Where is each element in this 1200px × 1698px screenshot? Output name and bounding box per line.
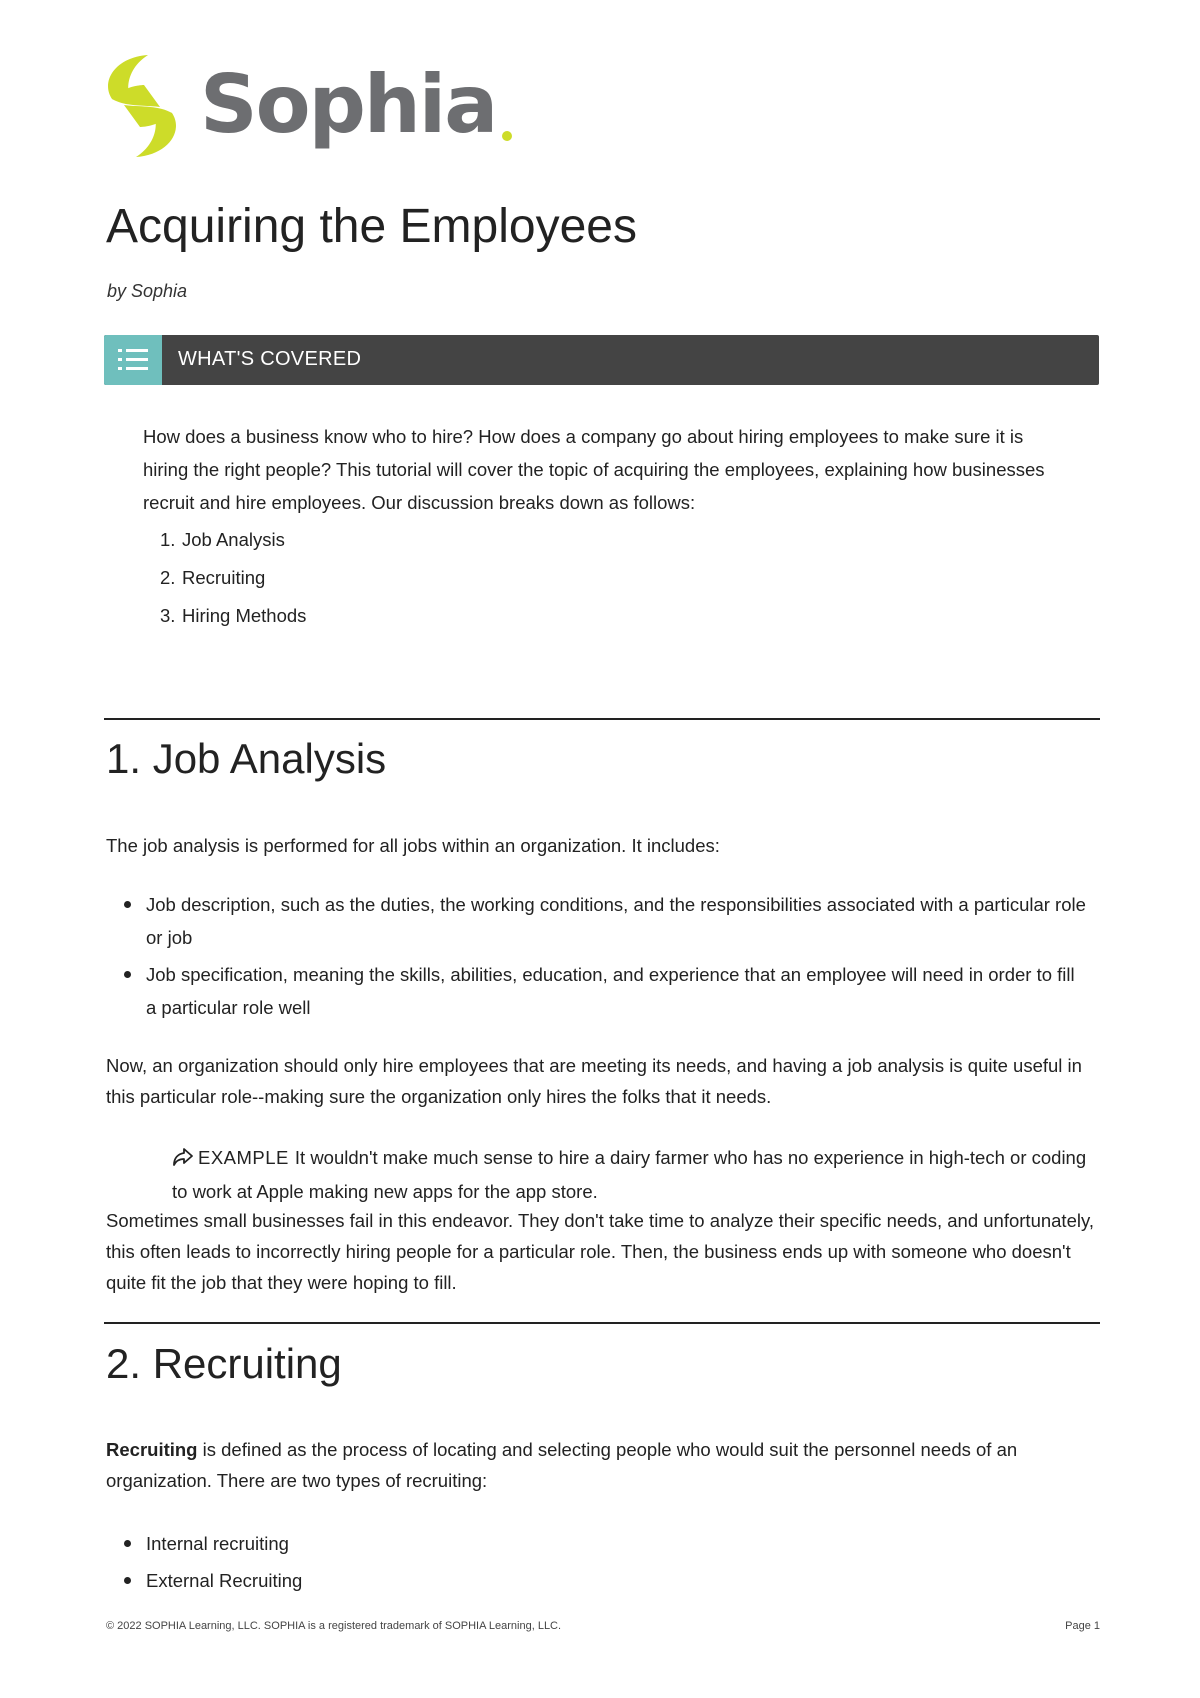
whats-covered-title: WHAT'S COVERED <box>178 348 362 370</box>
bullet-text: External Recruiting <box>146 1570 303 1591</box>
bullet-text: Job description, such as the duties, the working conditions, and the responsibilities associated with a particular role or job <box>146 894 1086 948</box>
bullet-dot <box>124 971 131 978</box>
bullet-text: Internal recruiting <box>146 1533 289 1554</box>
bullet-dot <box>124 1577 131 1584</box>
bullet-text: Job specification, meaning the skills, abilities, education, and experience that an employee will need in order to fill a particular role well <box>146 964 1075 1018</box>
bullet-dot <box>124 901 131 908</box>
example-text: It wouldn't make much sense to hire a dairy farmer who has no experience in high-tech or coding to work at Apple making new apps for the app store. <box>172 1147 1087 1202</box>
logo-wordmark: Sophia <box>200 58 497 151</box>
logo-dot <box>502 131 512 141</box>
job-analysis-paragraph: Now, an organization should only hire employees that are meeting its needs, and having a job analysis is quite useful in this particular role--making sure the organization only hires the folks that it needs. <box>106 1055 1082 1107</box>
bullet-item <box>120 958 1090 1024</box>
whats-covered-list <box>160 526 306 640</box>
bullet-dot <box>124 1540 131 1547</box>
list-item-number: 1. <box>160 529 176 550</box>
list-item <box>160 602 306 640</box>
byline: by Sophia <box>107 281 188 301</box>
whats-covered-intro: How does a business know who to hire? How does a company go about hiring employees to make sure it is hiring the right people? This tutorial will cover the topic of acquiring the employees, explaining how businesses recruit and hire employees. Our discussion breaks down as follows: <box>143 426 1045 513</box>
footer-page-number: Page 1 <box>1065 1620 1100 1632</box>
list-item <box>160 564 306 602</box>
sophia-logo <box>104 55 524 165</box>
list-item-label: Hiring Methods <box>182 605 307 626</box>
list-item-number: 2. <box>160 567 176 588</box>
recruiting-bullets <box>120 1527 1090 1601</box>
list-item-number: 3. <box>160 605 176 626</box>
job-analysis-bullets <box>120 888 1090 1028</box>
example-callout <box>172 1141 1102 1209</box>
section-heading-job-analysis: 1. Job Analysis <box>106 735 387 782</box>
list-item <box>160 526 306 564</box>
whats-covered-icon-box <box>104 335 162 385</box>
job-analysis-closing: Sometimes small businesses fail in this endeavor. They don't take time to analyze their specific needs, and unfortunately, this often leads to incorrectly hiring people for a particular role. Then, the business ends up with someone who doesn't quite fit the job that they were hoping to fill. <box>106 1210 1094 1293</box>
section-divider <box>104 1322 1100 1324</box>
example-label: EXAMPLE <box>198 1147 289 1168</box>
whats-covered-bar <box>104 335 1099 385</box>
recruiting-term: Recruiting <box>106 1439 198 1460</box>
page-title: Acquiring the Employees <box>106 200 637 253</box>
bullet-item <box>120 1564 1090 1597</box>
sophia-logo-mark-icon <box>104 55 180 157</box>
list-item-label: Recruiting <box>182 567 266 588</box>
share-arrow-icon <box>172 1147 194 1167</box>
recruiting-definition-text: is defined as the process of locating and selecting people who would suit the personnel needs of an organization. There are two types of recruiting: <box>106 1439 1018 1491</box>
section-divider <box>104 718 1100 720</box>
bullet-item <box>120 1527 1090 1560</box>
footer-copyright: © 2022 SOPHIA Learning, LLC. SOPHIA is a registered trademark of SOPHIA Learning, LLC. <box>106 1620 562 1632</box>
bullet-item <box>120 888 1090 954</box>
recruiting-definition <box>106 1434 1101 1496</box>
list-item-label: Job Analysis <box>182 529 285 550</box>
list-icon <box>118 347 148 373</box>
job-analysis-intro: The job analysis is performed for all jobs within an organization. It includes: <box>106 835 720 856</box>
section-heading-recruiting: 2. Recruiting <box>106 1340 342 1387</box>
